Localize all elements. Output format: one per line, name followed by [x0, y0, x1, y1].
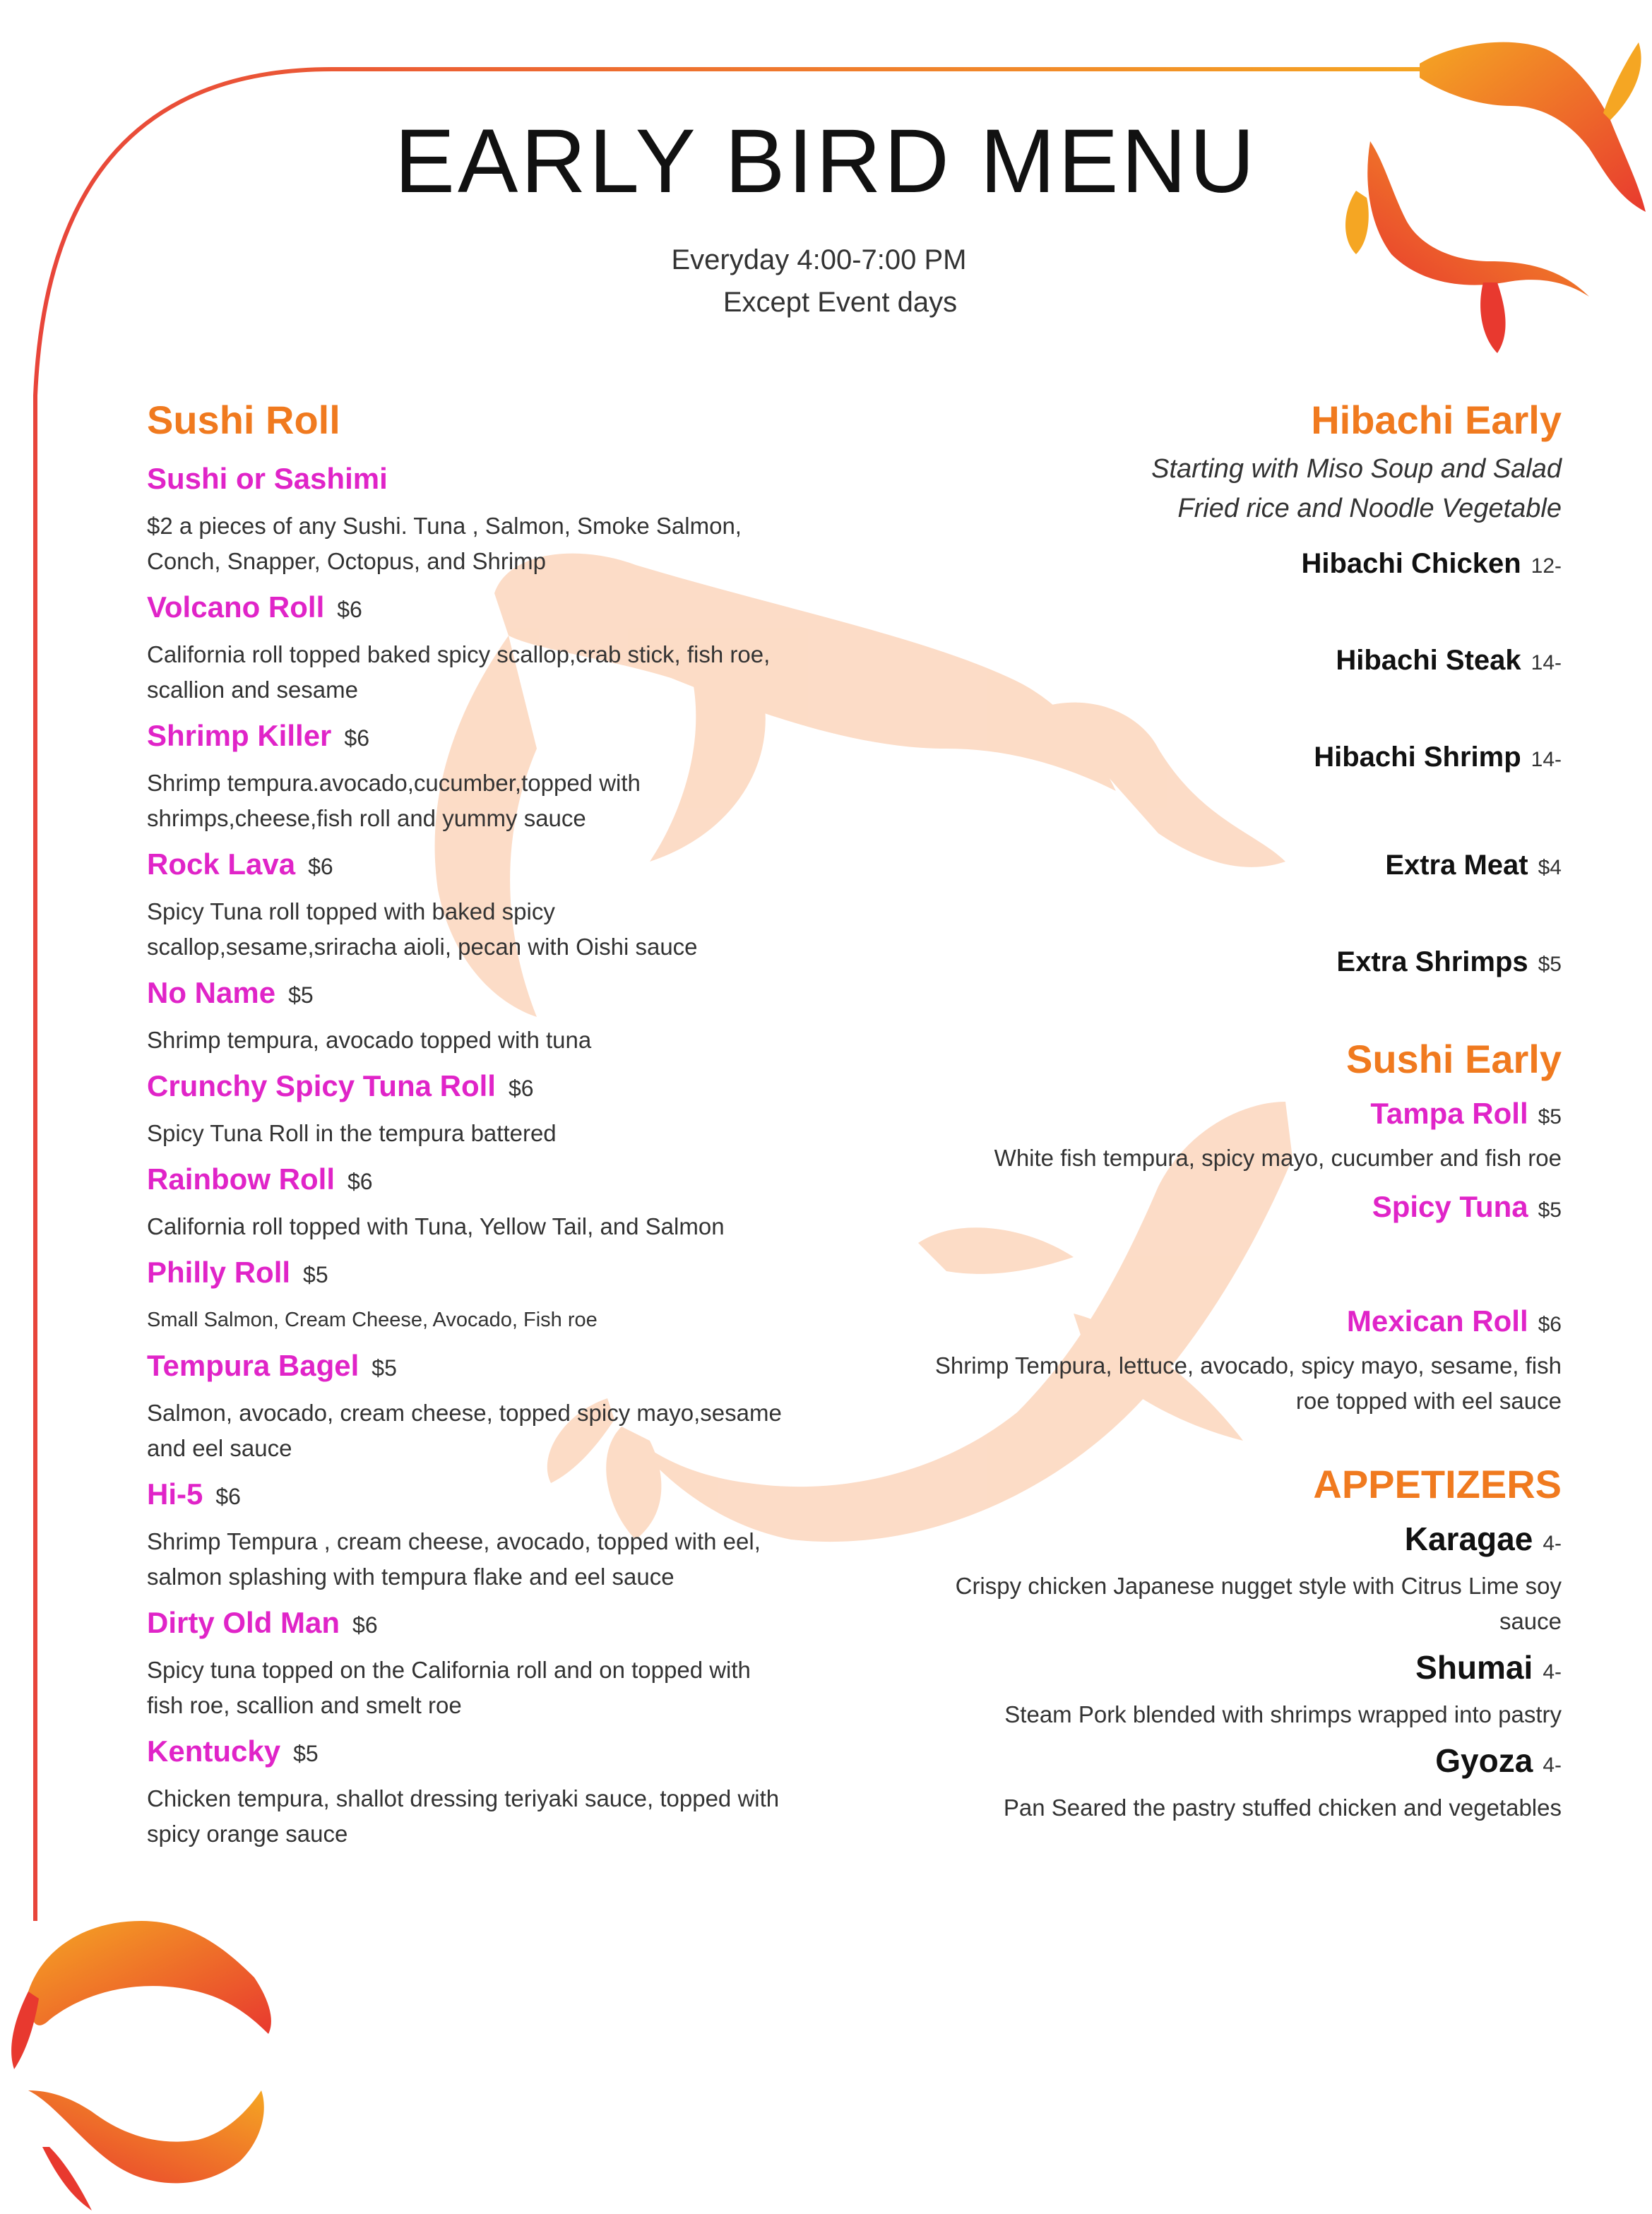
- menu-item: [147, 456, 853, 579]
- item-desc: Shrimp tempura, avocado topped with tuna: [147, 1027, 592, 1053]
- item-desc: and eel sauce: [147, 1435, 292, 1461]
- item-desc: Steam Pork blended with shrimps wrapped into pastry: [1004, 1701, 1562, 1727]
- item-price: 4-: [1543, 1754, 1562, 1777]
- appetizer-item: [841, 1739, 1562, 1790]
- item-price: $5: [1538, 1198, 1562, 1222]
- item-name: Extra Shrimps: [1336, 946, 1528, 977]
- menu-item: [147, 1729, 853, 1852]
- item-price: $5: [1538, 953, 1562, 976]
- item-price: 12-: [1531, 554, 1562, 578]
- item-desc: California roll topped with Tuna, Yellow Tail, and Salmon: [147, 1213, 725, 1239]
- hibachi-item: [841, 736, 1562, 785]
- menu-item: [147, 713, 853, 836]
- sushi-early-section: [841, 1035, 1562, 1419]
- item-price: $6: [1538, 1313, 1562, 1336]
- menu-item: [147, 1157, 853, 1244]
- item-price: $6: [308, 854, 333, 879]
- menu-item: [147, 1250, 853, 1338]
- item-price: 14-: [1531, 748, 1562, 771]
- item-price: $6: [508, 1076, 534, 1101]
- item-price: 4-: [1543, 1660, 1562, 1684]
- sushi-early-item: [841, 1302, 1562, 1348]
- item-desc: roe topped with eel sauce: [1295, 1388, 1562, 1414]
- hibachi-item: [841, 639, 1562, 688]
- item-name: Rainbow Roll: [147, 1162, 335, 1196]
- item-name: Hi-5: [147, 1477, 203, 1511]
- item-desc: White fish tempura, spicy mayo, cucumber and fish roe: [994, 1145, 1562, 1171]
- hibachi-section: [841, 395, 1562, 989]
- item-price: $6: [344, 725, 369, 751]
- item-name: Hibachi Steak: [1336, 645, 1521, 676]
- item-desc: shrimps,cheese,fish roll and yummy sauce: [147, 805, 586, 831]
- item-price: $6: [352, 1612, 378, 1638]
- item-name: Hibachi Shrimp: [1314, 742, 1521, 773]
- item-desc: Small Salmon, Cream Cheese, Avocado, Fish roe: [147, 1309, 598, 1331]
- item-desc: salmon splashing with tempura flake and eel sauce: [147, 1564, 675, 1590]
- item-name: Gyoza: [1435, 1742, 1533, 1779]
- item-price: $5: [1538, 1105, 1562, 1129]
- sushi-early-item: [841, 1187, 1562, 1234]
- item-price: $6: [347, 1169, 373, 1194]
- item-desc: scallion and sesame: [147, 677, 358, 703]
- item-desc: spicy orange sauce: [147, 1821, 348, 1847]
- menu-item: [147, 585, 853, 708]
- hours-line: Everyday 4:00-7:00 PM: [671, 244, 967, 275]
- item-price: $5: [303, 1262, 328, 1287]
- hibachi-subtitle: Fried rice and Noodle Vegetable: [1177, 494, 1562, 523]
- item-price: $5: [293, 1741, 319, 1766]
- hibachi-item: [841, 542, 1562, 591]
- item-desc: Shrimp Tempura , cream cheese, avocado, topped with eel,: [147, 1528, 761, 1554]
- item-price: 4-: [1543, 1532, 1562, 1555]
- menu-title: EARLY BIRD MENU: [394, 111, 1258, 212]
- menu-item: [147, 842, 853, 965]
- item-desc: Crispy chicken Japanese nugget style with Citrus Lime soy: [955, 1573, 1562, 1599]
- hours-exception: Except Event days: [723, 287, 958, 318]
- item-desc: Shrimp Tempura, lettuce, avocado, spicy mayo, sesame, fish: [934, 1352, 1562, 1379]
- item-name: Sushi or Sashimi: [147, 462, 388, 495]
- item-desc: scallop,sesame,sriracha aioli, pecan with Oishi sauce: [147, 934, 698, 960]
- hibachi-item: [841, 941, 1562, 989]
- hibachi-item: [841, 844, 1562, 893]
- menu-item: [147, 1343, 853, 1466]
- item-desc: Pan Seared the pastry stuffed chicken and vegetables: [1003, 1795, 1562, 1821]
- item-price: $6: [337, 597, 362, 622]
- item-name: Tampa Roll: [1370, 1097, 1528, 1130]
- sushi-early-item: [841, 1094, 1562, 1141]
- sushi-roll-title: Sushi Roll: [147, 398, 340, 442]
- item-price: $4: [1538, 856, 1562, 879]
- sushi-roll-section: [147, 395, 853, 1852]
- item-name: Shrimp Killer: [147, 719, 332, 752]
- item-price: 14-: [1531, 651, 1562, 674]
- item-desc: California roll topped baked spicy scallop,crab stick, fish roe,: [147, 641, 771, 667]
- item-name: Philly Roll: [147, 1256, 291, 1289]
- item-name: Mexican Roll: [1346, 1304, 1528, 1338]
- menu-item: [147, 1600, 853, 1723]
- item-desc: Chicken tempura, shallot dressing teriyaki sauce, topped with: [147, 1785, 780, 1811]
- item-desc: $2 a pieces of any Sushi. Tuna , Salmon, Smoke Salmon,: [147, 513, 742, 539]
- item-name: Dirty Old Man: [147, 1606, 340, 1639]
- item-desc: Spicy Tuna roll topped with baked spicy: [147, 898, 555, 924]
- appetizer-item: [841, 1518, 1562, 1569]
- item-desc: fish roe, scallion and smelt roe: [147, 1692, 462, 1718]
- item-name: Shumai: [1415, 1649, 1533, 1686]
- item-name: Karagae: [1404, 1520, 1533, 1557]
- item-name: Crunchy Spicy Tuna Roll: [147, 1069, 496, 1102]
- item-desc: Spicy tuna topped on the California roll and on topped with: [147, 1657, 751, 1683]
- item-price: $5: [288, 982, 314, 1008]
- appetizers-section: [841, 1460, 1562, 1826]
- menu-item: [147, 1472, 853, 1595]
- item-name: Tempura Bagel: [147, 1349, 359, 1382]
- item-desc: Shrimp tempura.avocado,cucumber,topped with: [147, 770, 641, 796]
- hibachi-subtitle: Starting with Miso Soup and Salad: [1151, 454, 1562, 484]
- item-desc: sauce: [1499, 1608, 1562, 1634]
- item-name: Hibachi Chicken: [1301, 548, 1521, 579]
- item-name: Kentucky: [147, 1734, 281, 1768]
- sushi-early-title: Sushi Early: [1345, 1037, 1562, 1081]
- item-desc: Conch, Snapper, Octopus, and Shrimp: [147, 548, 546, 574]
- item-price: $5: [372, 1355, 397, 1381]
- right-column: [841, 395, 1562, 1826]
- menu-item: [147, 1064, 853, 1151]
- item-desc: Salmon, avocado, cream cheese, topped spicy mayo,sesame: [147, 1400, 782, 1426]
- item-desc: Spicy Tuna Roll in the tempura battered: [147, 1120, 557, 1146]
- appetizers-title: APPETIZERS: [1313, 1462, 1562, 1506]
- hibachi-title: Hibachi Early: [1311, 398, 1562, 442]
- item-name: Volcano Roll: [147, 590, 325, 624]
- item-name: Rock Lava: [147, 847, 296, 881]
- hours-info: [0, 239, 1652, 323]
- menu-item: [147, 970, 853, 1058]
- item-price: $6: [215, 1484, 241, 1509]
- appetizer-item: [841, 1646, 1562, 1697]
- item-name: Spicy Tuna: [1372, 1190, 1528, 1223]
- item-name: Extra Meat: [1385, 850, 1528, 881]
- item-name: No Name: [147, 976, 276, 1009]
